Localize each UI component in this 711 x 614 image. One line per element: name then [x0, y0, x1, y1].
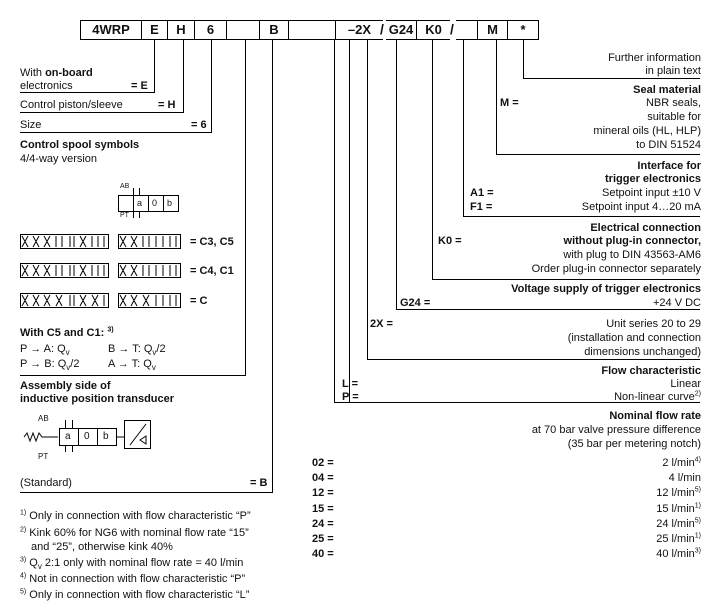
- nominal-line-2: (35 bar per metering notch): [567, 438, 701, 450]
- series-line-2: (installation and connection: [567, 332, 701, 344]
- nominal-title: Nominal flow rate: [609, 410, 701, 422]
- interface-f1-text: Setpoint input 4…20 mA: [581, 201, 701, 213]
- assembly-title-2: inductive position transducer: [20, 393, 175, 405]
- interface-title-1: Interface for: [637, 160, 701, 172]
- seal-code: M =: [500, 97, 519, 109]
- asm-ab: AB: [38, 414, 49, 423]
- voltage-title: Voltage supply of trigger electronics: [511, 283, 701, 295]
- c5c1-row-1a: P → A: $Q_v$: [20, 343, 70, 358]
- code-box-size: 6: [194, 20, 227, 40]
- sym-top-b: b: [167, 198, 173, 208]
- flow-title: Flow characteristic: [601, 365, 701, 377]
- further-info-2: in plain text: [645, 65, 701, 77]
- piston-label: Control piston/sleeve: [20, 99, 123, 111]
- c5c1-row-2b: A → T: $Q_v$: [108, 358, 156, 373]
- interface-f1-code: F1 =: [470, 201, 493, 213]
- sym-code-c3c5: = C3, C5: [190, 236, 234, 248]
- electronics-code: = E: [131, 80, 148, 92]
- spool-subtitle: 4/4-way version: [20, 153, 98, 165]
- sym-top-a: a: [137, 198, 143, 208]
- nominal-code-5: 25 =: [312, 533, 334, 545]
- nominal-value-3: 15 $l/\min^{1)}$: [656, 501, 701, 515]
- series-line-3: dimensions unchanged): [584, 346, 701, 358]
- nominal-value-0: 2 $l/\min^{4)}$: [662, 456, 701, 469]
- c5c1-row-2a: P → B: $Q_v/2$: [20, 358, 80, 373]
- seal-line-3: mineral oils (HL, HLP): [593, 125, 701, 137]
- code-box-g24: G24: [386, 20, 417, 40]
- piston-code: = H: [158, 99, 176, 111]
- code-box-interface: [456, 20, 478, 40]
- code-box-spool: [226, 20, 260, 40]
- sym-code-c: = C: [190, 295, 208, 307]
- code-box-e: E: [141, 20, 168, 40]
- voltage-code: G24 =: [400, 297, 431, 309]
- flow-l-text: Linear: [670, 378, 701, 390]
- electrical-subtitle: without plug-in connector,: [563, 235, 701, 247]
- interface-a1-text: Setpoint input ±10 V: [602, 187, 701, 199]
- electrical-title: Electrical connection: [590, 222, 701, 234]
- asm-a: a: [65, 431, 71, 442]
- electrical-code: K0 =: [438, 235, 462, 247]
- nominal-code-3: 15 =: [312, 502, 334, 515]
- series-line-1: Unit series 20 to 29: [606, 318, 701, 330]
- asm-b: b: [103, 431, 109, 442]
- seal-line-4: to DIN 51524: [636, 139, 701, 151]
- c5c1-row-1b: B → T: $Q_v/2$: [108, 343, 166, 358]
- code-box-m: M: [477, 20, 508, 40]
- footnote-1: $^{2)}$ Kink 60% for NG6 with nominal flow rate “15”: [20, 526, 249, 539]
- c5c1-title: With C5 and C1: $^{3)}$: [20, 326, 114, 339]
- footnote-3: $^{3)}$ $Q_v$ 2:1 only with nominal flow rate = 40 l/min: [20, 556, 244, 572]
- nominal-value-2: 12 $l/\min^{5)}$: [656, 486, 701, 500]
- size-label: Size: [20, 119, 42, 131]
- nominal-code-1: 04 =: [312, 472, 334, 485]
- assembly-standard: (Standard): [20, 477, 72, 489]
- nominal-value-4: 24 $l/\min^{5)}$: [656, 517, 701, 530]
- nominal-line-1: at 70 bar valve pressure difference: [531, 424, 701, 436]
- nominal-code-4: 24 =: [312, 517, 334, 530]
- code-box-h: H: [167, 20, 195, 40]
- slash-2: /: [450, 21, 454, 37]
- interface-title-2: trigger electronics: [605, 173, 701, 185]
- slash-1: /: [380, 21, 384, 37]
- seal-title: Seal material: [633, 84, 701, 96]
- footnote-4: $^{4)}$ Not in connection with flow characteristic “P”: [20, 572, 246, 585]
- assembly-title-1: Assembly side of: [20, 380, 111, 392]
- sym-top-pt: PT: [120, 212, 129, 219]
- nominal-value-5: 25 $l/\min^{1)}$: [656, 532, 701, 545]
- footnote-0: $^{1)}$ Only in connection with flow characteristic “P”: [20, 509, 251, 522]
- flow-l-code: L =: [342, 378, 359, 390]
- electronics-line-2: electronics: [20, 80, 73, 92]
- asm-pt: PT: [38, 452, 49, 461]
- flow-p-code: P =: [342, 391, 359, 403]
- interface-a1-code: A1 =: [470, 187, 494, 199]
- code-box-flow: [288, 20, 336, 40]
- electrical-line-1: with plug to DIN 43563-AM6: [563, 249, 701, 261]
- assembly-code: = B: [250, 477, 268, 489]
- seal-line-2: suitable for: [647, 111, 701, 123]
- asm-0: 0: [84, 431, 90, 442]
- code-box-star: *: [507, 20, 539, 40]
- series-code: 2X =: [370, 318, 393, 330]
- footnote-2: and “25”, otherwise kink 40%: [31, 541, 173, 553]
- code-box-series-2x: –2X: [335, 20, 383, 40]
- electronics-line-1: With on-board: [20, 67, 93, 79]
- nominal-code-0: 02 =: [312, 457, 334, 469]
- code-box-series: 4WRP: [80, 20, 142, 40]
- nominal-value-6: 40 $l/\min^{3)}$: [656, 547, 701, 561]
- code-box-b: B: [259, 20, 289, 40]
- voltage-text: +24 V DC: [653, 297, 701, 309]
- code-box-k0: K0: [416, 20, 450, 40]
- sym-code-c4c1: = C4, C1: [190, 265, 234, 277]
- nominal-code-2: 12 =: [312, 487, 334, 500]
- nominal-value-1: 4 l/min: [668, 472, 701, 485]
- spool-rows: [21, 235, 181, 308]
- flow-p-text: Non-linear curve$^{2)}$: [614, 390, 701, 403]
- sym-top-ab: AB: [120, 183, 130, 190]
- seal-line-1: NBR seals,: [645, 97, 701, 109]
- sym-top-0: 0: [152, 198, 158, 208]
- spool-title: Control spool symbols: [20, 139, 140, 151]
- size-code: = 6: [191, 119, 207, 131]
- further-info-1: Further information: [608, 52, 701, 64]
- nominal-code-6: 40 =: [312, 548, 334, 561]
- footnote-5: $^{5)}$ Only in connection with flow characteristic “L”: [20, 588, 250, 601]
- electrical-line-2: Order plug-in connector separately: [531, 263, 701, 275]
